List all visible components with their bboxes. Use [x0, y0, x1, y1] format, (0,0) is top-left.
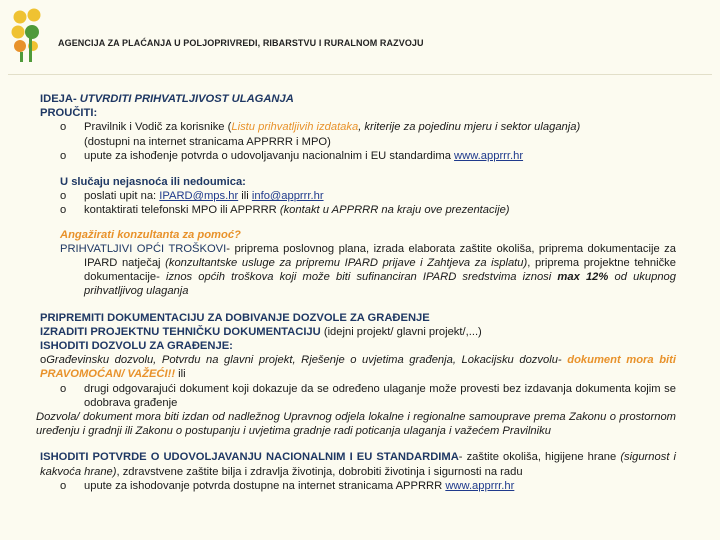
- permit-issuer-paragraph: Dozvola/ dokument mora biti izdan od nadležnog Upravnog odjela lokalne i regionalne samouprave prema Zakonu o prostornom uređenju i gradnji ili Zakonu o postupanju i uvjetima gradnje radi poticanja ulaganja i važećem Pravilniku: [36, 411, 676, 438]
- ipard-email-link[interactable]: IPARD@mps.hr: [159, 190, 239, 203]
- bullet-marker: o: [60, 149, 67, 162]
- bullet-marker: o: [60, 204, 67, 217]
- list-item: o Pravilnik i Vodič za korisnike (Listu prihvatljivih izdataka, kriterije za pojedinu mjeru i sektor ulaganja) (dostupni na internet stranicama APPRRR i MPO): [60, 121, 581, 148]
- section-line-building-permit: ISHODITI DOZVOLU ZA GRAĐENJE:: [40, 340, 233, 353]
- apprrr-logo-icon: [8, 6, 48, 66]
- standards-paragraph: ISHODITI POTVRDE O UDOVOLJAVANJU NACIONALNIM I EU STANDARDIMA- zaštite okoliša, higijene hrane (sigurnost i kakvoća hrane), zdravstvene zaštite bilja i zdravlja životinja, dobrobiti životinja i sigurnosti na radu: [40, 451, 676, 478]
- info-email-link[interactable]: info@apprrr.hr: [251, 190, 324, 203]
- slide-content: [36, 92, 676, 493]
- section-line-technical-docs: IZRADITI PROJEKTNU TEHNIČKU DOKUMENTACIJU (idejni projekt/ glavni projekt/,...): [40, 325, 482, 338]
- general-costs-paragraph: PRIHVATLJIVI OPĆI TROŠKOVI- priprema poslovnog plana, izrada elaborata zaštite okoliša, priprema dokumentacije za IPARD natječaj (konzultantske usluge za pripremu IPARD prijave i Zahtjeva za isplatu), priprema projektne tehničke dokumentacije- iznos općih troškova koji može biti sufinanciran IPARD sredstvima iznosi max 12% od ukupnog prihvatljivog ulaganja: [60, 242, 676, 298]
- section-title-doubts: U slučaju nejasnoća ili nedoumica:: [60, 176, 246, 189]
- permit-types-paragraph: oGrađevinsku dozvolu, Potvrdu na glavni projekt, Rješenje o uvjetima građenja, Lokacijsku dozvolu- dokument mora biti PRAVOMOĆAN/ VAŽEĆI!! ili: [40, 354, 676, 381]
- agency-name: AGENCIJA ZA PLAĆANJA U POLJOPRIVREDI, RIBARSTVU I RURALNOM RAZVOJU: [58, 38, 424, 48]
- bullet-marker: o: [60, 121, 67, 134]
- bullet-marker: o: [60, 190, 67, 203]
- list-item: o upute za ishodovanje potvrda dostupne na internet stranicama APPRRR www.apprrr.hr: [60, 479, 515, 492]
- section-title-documentation: PRIPREMITI DOKUMENTACIJU ZA DOBIVANJE DOZVOLE ZA GRAĐENJE: [40, 311, 430, 324]
- list-item: o poslati upit na: IPARD@mps.hr ili info@apprrr.hr: [60, 190, 324, 203]
- list-item: o upute za ishođenje potvrda o udovoljavanju nacionalnim i EU standardima www.apprrr.hr: [60, 149, 524, 162]
- header-divider: [8, 74, 712, 75]
- list-item: o kontaktirati telefonski MPO ili APPRRR (kontakt u APPRRR na kraju ove prezentacije): [60, 204, 510, 217]
- bullet-marker: o: [60, 479, 67, 492]
- section-title-consultant: Angažirati konzultanta za pomoć?: [60, 228, 241, 241]
- section-title-idea: IDEJA- UTVRDITI PRIHVATLJIVOST ULAGANJA: [40, 93, 294, 105]
- section-subtitle-study: PROUČITI:: [40, 107, 98, 120]
- bullet-marker: o: [60, 382, 67, 395]
- apprrr-website-link[interactable]: www.apprrr.hr: [454, 149, 524, 162]
- header: [0, 0, 720, 68]
- apprrr-website-link[interactable]: www.apprrr.hr: [445, 479, 515, 492]
- list-item: o drugi odgovarajući dokument koji dokazuje da se određeno ulaganje može provesti bez izdavanja dokumenta kojim se odobrava građenje: [60, 382, 676, 409]
